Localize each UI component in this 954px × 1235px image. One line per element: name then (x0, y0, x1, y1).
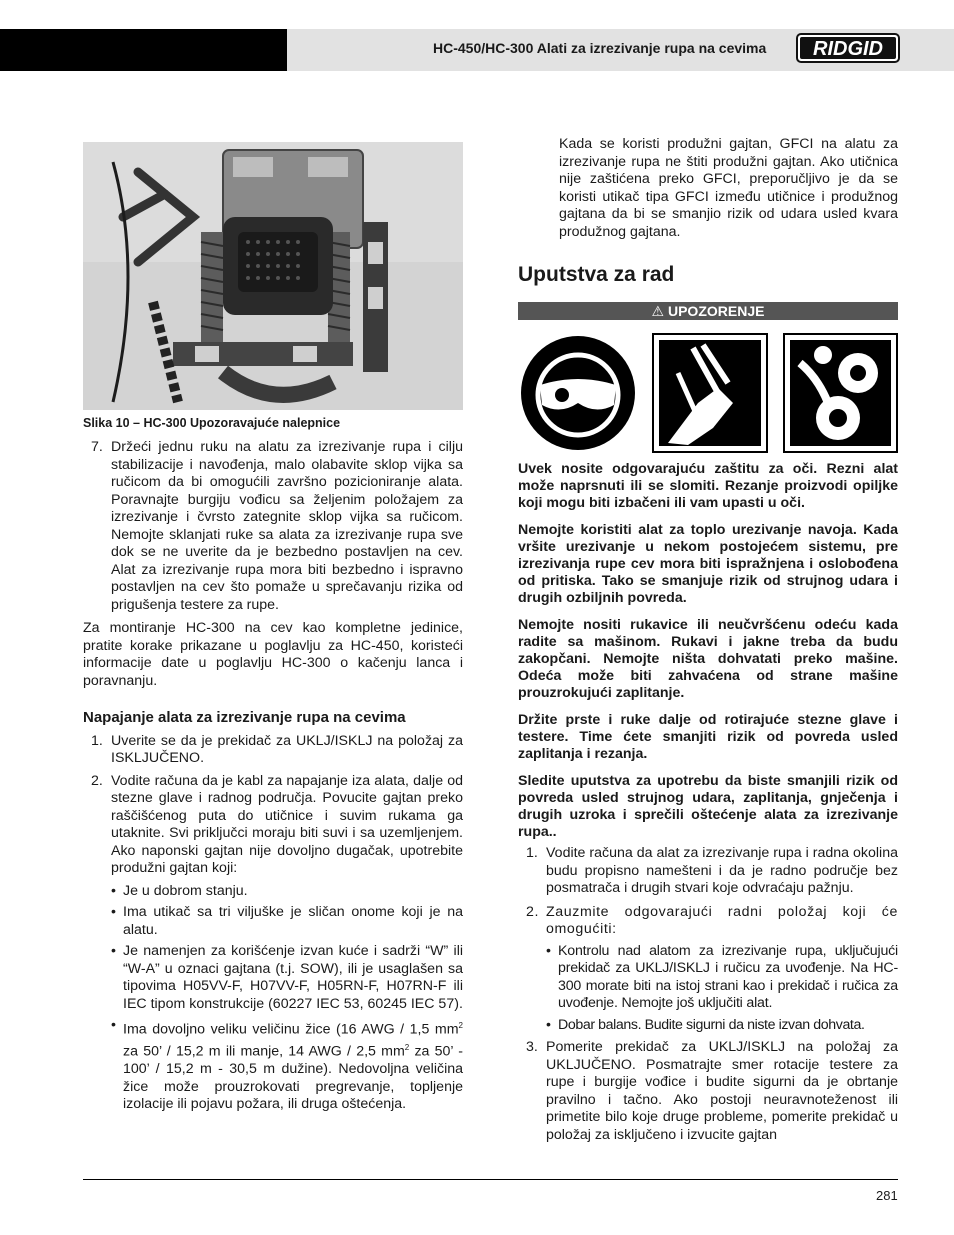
step-number: 1. (91, 732, 103, 749)
op-step-2 (518, 904, 898, 939)
step-number: 3. (526, 1039, 538, 1055)
step-number: 2. (91, 772, 103, 789)
list-item: • Je u dobrom stanju. (111, 882, 248, 899)
header-title: HC-450/HC-300 Alati za izrezivanje rupa na cevima (433, 40, 767, 56)
eye-protection-icon (521, 336, 635, 450)
cord-requirements-list (83, 883, 463, 1114)
safety-pictograms (518, 333, 898, 453)
step-text: Zauzmite odgovarajući radni položaj koji će omogućiti: (546, 903, 898, 937)
step-number: 7. (91, 439, 103, 455)
footer-rule (83, 1179, 898, 1180)
step-text: Pomerite prekidač za UKLJ/ISKLJ na položaj za UKLJUČENO. Posmatrajte smer rotacije testere za rupe i burgije vođice i budite sigurni da je obrtanje pravilno i tačno. Ako postoji neuravnotežеnost ili primetite bilo koje druge probleme, pomerite prekidač u položaj za isključeno i izvucite gajtan (546, 1039, 898, 1143)
power-step-2 (83, 773, 463, 878)
step-text: Držeći jednu ruku na alatu za izrezivanje rupa i cilju stabilizacije i navođenja, malo olabavite sklop vijka sa ručicom da bi omogućili završno pozicioniranje alata. Poravnajte burgiju vođicu sa željenim položajem za izrezivanje i čvrsto zategnite sklop vijka sa ručicom. Nemojte sklanjati ruke sa alata za izrezivanje rupa sve dok se ne uverite da je bezbedno postavljen na cev. Alat za izrezivanje rupa mora biti bezbedno i ispravno postavljen na cev što pomaže u sprečavanju rizika od prigušenja testere za rupe. (111, 439, 463, 613)
list-item: • Kontrolu nad alatom za izrezivanje rupa, uključujući prekidač za UKLJ/ISKLJ i ručicu za uvođenje. Na HC-300 morate biti na istoj strani kao i prekidač i ručica za uvođenje. Nemojte još uključiti alat. (546, 942, 898, 1011)
op-step-1 (518, 845, 898, 898)
step-number: 2. (526, 903, 540, 920)
brand-text: RIDGID (813, 38, 883, 60)
operating-steps (518, 845, 898, 1144)
warning-triangle-icon: ⚠ (651, 303, 665, 319)
list-item: • Ima utikač sa tri viljuške je sličan onome koji je na alatu. (111, 904, 463, 938)
warning-texts (518, 461, 898, 841)
hc300-photo (83, 142, 463, 410)
figure-caption: Slika 10 – HC-300 Upozoravajuće nalepnice (83, 416, 341, 430)
hc300-illustration (83, 142, 463, 410)
warning-instructions: Sledite uputstva za upotrebu da biste smanjili rizik od povreda usled strujnog udara, zaplitanja, gnječenja i drugih uzroka i sprečili oštećenje alata za izrezivanje rupa.. (518, 773, 898, 840)
step-text: Uverite se da je prekidač za UKLJ/ISKLJ na položaj za ISKLJUČENO. (111, 732, 463, 766)
hand-cut-hazard-icon (653, 334, 767, 452)
gfci-note: Kada se koristi produžni gajtan, GFCI na alatu za izrezivanje rupa ne štiti produžni gajtan. Ako utičnica nije zaštićena preko GFCI, preporučljivo je da se koristi utikač tipa GFCI između utičnice i produžnog gajtana da bi se smanjio rizik od udara usled kvara produžnog gajtana. (559, 136, 898, 240)
left-column (83, 439, 463, 1114)
list-item: • Je namenjen za korišćenje izvan kuće i sadrži “W” ili “W-A” u oznaci gajtana (t.j. SOW), ili je usaglašen sa tipovima H05VV-F, H07VV-F, H05RN-F, H07RN-F ili IEC tipom konstrukcije (60227 IEC 53, 60245 IEC 57). (111, 943, 463, 1012)
list-item: • Ima dovoljno veliku veličinu žice (16 AWG / 1,5 $mm^2$ za 50’ / 15,2 m ili manje, 14 AWG / 2,5 $mm^2$ za 50’ - 100’ / 15,2 m - 30,5 m dužine). Nedovoljna veličina žice može prouzrokovati pregrevanje, topljenje izolacije ili pojavu požara, ili druga oštećenja. (111, 1017, 463, 1113)
warning-gloves: Nemojte nositi rukavice ili neučvršćenu odeću kada radite sa mašinom. Rukavi i jakne treba da budu zakopčani. Nemojte ništa dohvatati preko mašine. Odeća može biti zahvaćena od strane mašine prouzrokujući zaplitanje. (518, 617, 898, 701)
power-step-1 (83, 733, 463, 768)
step-7 (83, 439, 463, 614)
warning-fingers: Držite prste i ruke dalje od rotirajuće stezne glave i testere. Time ćete smanjiti rizik od povreda usled zaplitanja i rezanja. (518, 712, 898, 762)
page-number: 281 (876, 1188, 898, 1203)
power-subheading: Napajanje alata za izrezivanje rupa na cevima (83, 709, 406, 726)
list-item: • Dobar balans. Budite sigurni da niste izvan dohvata. (546, 1016, 865, 1033)
step-text: Vodite računa da je kabl za napajanje iza alata, dalje od stezne glave i radnog područja. Povucite gajtan preko raščišćenog puta do utičnice i suvim rukama ga utaknite. Svi priključci moraju biti suvi i sa uzemljenjem. Ako naponski gajtan nije dovoljno dugačak, upotrebite produžni gajtan koji: (111, 772, 463, 876)
position-list (518, 943, 898, 1035)
step-number: 1. (526, 845, 538, 861)
warning-eye: Uvek nosite odgovarajuću zaštitu za oči. Rezni alat može naprsnuti ili se slomiti. Rezanje proizvodi opiljke koji mogu biti izbačeni ili vam upasti u oči. (518, 461, 898, 511)
header-black-band (0, 29, 287, 71)
entanglement-hazard-icon (784, 334, 897, 452)
warning-hot-tap: Nemojte koristiti alat za toplo urezivanje navoja. Kada vršite urezivanje u nekom postojećem sistemu, pre izrezivanja rupe cev mora biti ispražnjena i oslobođena od pritiska. Tako se smanjuje rizik od strujnog udara i drugih ozbiljnih povreda. (518, 522, 898, 606)
mount-paragraph: Za montiranje HC-300 na cev kao kompletne jedinice, pratite korake prikazane u poglavlju za HC-450, koristeći informacije date u poglavlju HC-300 o kačenju lanca i poravnanju. (83, 620, 463, 689)
op-step-3 (518, 1039, 898, 1144)
ridgid-logo (796, 33, 900, 63)
operating-heading: Uputstva za rad (518, 263, 675, 286)
warning-banner: ⚠ UPOZORENJE (518, 302, 898, 320)
step-text: Vodite računa da alat za izrezivanje rupa i radna okolina budu propisno namešteni i da je radno područje bez posmatrača i drugih stvari koje odvraćaju pažnju. (546, 845, 898, 896)
